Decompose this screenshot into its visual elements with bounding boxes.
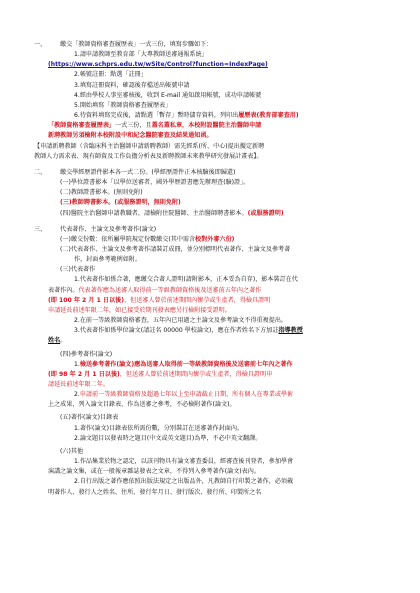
step-6: 6.待資料填寫完成後，請點選「暫存」暫時儲存資料，列印出 履歷表(教育部審查用) [34, 111, 386, 121]
section-2-heading: 二、 繳交學經歷證件影本各一式二份。(學經歷證件正本核驗後即歸還) [34, 168, 236, 176]
step-6-cont-2: 新聘教師另須檢附本校附設中和紀念醫院審查及結果通知函。 [48, 132, 213, 140]
s3-p4-1: 1. 檢送參考著作(論文)應為送審人取得前一等級教師資格後及送審前七年內之著作 [74, 360, 293, 368]
step-3: 3.填寫註冊資料，確認後存檔送出帳號申請 [74, 81, 190, 89]
s3-p6-2: 2.自行出版之著作應依照出版法規定之出版品外，凡教師自行印製之著作，必須載 [74, 478, 294, 486]
s3-p2: (二)代表著作、主論文及參考著作請裝訂成冊，並分別標明代表著作、主論文及參考著 [60, 245, 291, 253]
s3-p4-1-cont: (即 98 年 2 月 1 日以後) ，但送審人曾於前述期間內懷孕或生產者，得檢具證明申 [48, 370, 273, 378]
s3-p6-2-cont: 明著作人、發行人之姓名、住所、發行年月日、發行版次、發行所、印製所之名 [48, 488, 262, 496]
s3-p4-2-cont: 上之成果，列入論文目錄表、作為送審之參考，不必檢附著作(論文)。 [48, 401, 236, 409]
s3-p3-2: 2.在前一等級教師資格審查，五年內已用過之主論文及參考論文不得重複提出。 [74, 317, 288, 325]
s3-p5-1: 1.著作(論文)目錄表依所需份數，分別裝訂在送審著作封面內。 [74, 424, 244, 432]
s3-p6-1-cont: 演講之論文集，或在一般報章雜誌發表之文章，不得列入參考著作(論文)表內。 [48, 468, 260, 476]
s3-p5: (五)著作(論文)目錄表 [60, 414, 119, 422]
s3-p3-1-cont-2: (即 100 年 2 月 1 日以後) ，但送審人曾於前述期間內懷孕或生產者，得檢具證明 [48, 296, 271, 304]
note-line-2: 教師人力需求表、現有師資及工作負擔分析表及新聘教師未來教學研究發展計畫表】。 [34, 152, 263, 160]
s3-p3: (三)代表著作 [60, 266, 96, 274]
s3-p3-1-cont: 表著作內。 代表著作應為送審人取得前一等級教師資格後及送審前五年內之著作 [48, 286, 262, 294]
resume-highlight: 履歷表(教育部審查用) [238, 112, 299, 120]
section-1-heading [34, 40, 386, 50]
step-6-cont: 「教師資格審查履歷表」 一式三份，且 蓋名蓋私章，本校附設醫院主治醫師申請 [48, 122, 262, 130]
s3-p3-3: 3.代表著作如係學位論文(請註名 00000 學校論文)，應在作者姓名下方加註 指導教授 [74, 327, 303, 335]
s3-p3-3-cont: 姓名 。 [48, 337, 67, 345]
s2-item-1: (一)學位證書影本「以學位送審者，國外學歷證書應先辦理查(驗)證」。 [60, 179, 250, 187]
s3-p5-2: 2.論文題目以發表時之題目(中文或英文題目)為準，不必中英文翻譯。 [74, 434, 262, 442]
note-line-1: 【申請新聘教師（含臨床科主治醫師申請新聘教師）需先經系(所、中心)提出擬定新聘 [34, 142, 265, 150]
s2-item-2: (二)教師證書影本。(無則免附) [60, 189, 143, 197]
s3-p6-1: 1.作品集業於物之認定，以該刊物具有論文審查委員，經審查後刊登者，參加學會 [74, 458, 294, 466]
step-4: 4.經由學校人事室審核後，收到 E-mail 通知啟用帳號，成功申請帳號 [74, 91, 262, 99]
step-2: 2.帳號註冊：點選「註冊」 [74, 71, 147, 79]
s3-p1: (一)繳交份數：依所屬學院規定份數繳交(其中需含 校對外審六份) [60, 235, 235, 243]
system-link[interactable]: (https://www.schprs.edu.tw/wSite/Control?function=IndexPage) [48, 61, 268, 69]
s3-p2-cont: 作，封面參考範例如附。 [74, 256, 142, 264]
s3-p6: (六)其他 [60, 447, 84, 455]
section-number: 一、 [34, 41, 47, 48]
s3-p4: (四)參考著作(論文) [60, 350, 113, 358]
s3-p3-1-cont-3: 申請延長前述年限二年，如已接受於期刊發表應另行檢附接受證明。 [48, 306, 231, 314]
s3-p3-1: 1.代表著作如係合著，應繳交合著人證明(請附影本，正本妥為自存)，影本裝訂在代 [74, 276, 298, 284]
s2-item-4: (四)醫院主治醫師申請教職者，請檢附住院醫師、主治醫師聘書影本。 (或服務證明) [60, 209, 284, 217]
section-3-heading: 三、 代表著作、主論文及參考著作(論文) [34, 225, 157, 233]
s3-p4-2: 2. 申請前一等級教師資格及超過七年以上至申請截止日期，所有個人在專業或學術 [74, 391, 294, 399]
step-1: 1.請申請教師至教育部「大專教師送審通報系統」 [74, 51, 208, 59]
s3-p4-1-cont-2: 請延長前述年限二年。 [48, 381, 109, 388]
step-5: 5.開始填寫「教師資格審查履歷表」 [74, 101, 172, 109]
section-title: 繳交「教師資格審查履歷表」一式三份，填寫步驟如下： [60, 41, 213, 48]
step-1-url[interactable] [34, 60, 386, 70]
s2-item-3: (三)教師聘書影本。(或服務證明，無則免附) [60, 199, 181, 207]
